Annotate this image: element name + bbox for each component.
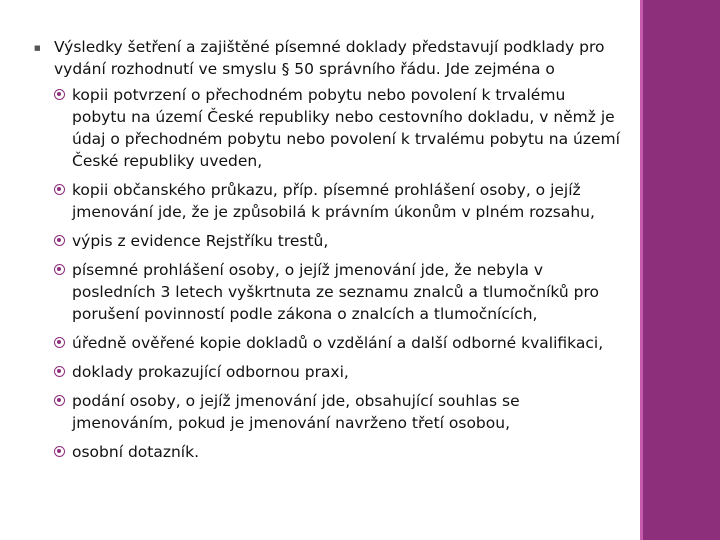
- sidebar-edge: [640, 0, 643, 540]
- circle-dot-icon: [54, 446, 65, 457]
- list-item: [54, 179, 624, 223]
- list-item: [54, 441, 624, 463]
- list-item-text: výpis z evidence Rejstříku trestů,: [72, 232, 329, 250]
- circle-dot-icon: [54, 184, 65, 195]
- list-item: [54, 259, 624, 325]
- bullet-list: [54, 84, 624, 470]
- circle-dot-icon: [54, 337, 65, 348]
- circle-dot-icon: [54, 89, 65, 100]
- list-item-text: kopii potvrzení o přechodném pobytu nebo povolení k trvalému pobytu na území České republiky nebo cestovního dokladu, v němž je údaj o přechodném pobytu nebo povolení k trvalému pobytu na území České republiky uveden,: [72, 86, 620, 170]
- list-item: [54, 332, 624, 354]
- list-item-text: doklady prokazující odbornou praxi,: [72, 363, 349, 381]
- intro-paragraph: Výsledky šetření a zajištěné písemné doklady představují podklady pro vydání rozhodnutí ve smyslu § 50 správního řádu. Jde zejména o: [54, 38, 605, 78]
- list-item: [54, 390, 624, 434]
- list-item: [54, 230, 624, 252]
- small-square-icon: ■: [34, 44, 41, 52]
- decorative-sidebar: [640, 0, 720, 540]
- circle-dot-icon: [54, 395, 65, 406]
- list-item: [54, 84, 624, 172]
- list-item-text: kopii občanského průkazu, příp. písemné prohlášení osoby, o jejíž jmenování jde, že je způsobilá k právním úkonům v plném rozsahu,: [72, 181, 595, 221]
- list-item-text: úředně ověřené kopie dokladů o vzdělání a další odborné kvalifikaci,: [72, 334, 604, 352]
- list-item-text: písemné prohlášení osoby, o jejíž jmenování jde, že nebyla v posledních 3 letech vyškrtnuta ze seznamu znalců a tlumočníků pro porušení povinností podle zákona o znalcích a tlumočnících,: [72, 261, 600, 323]
- circle-dot-icon: [54, 235, 65, 246]
- list-item-text: podání osoby, o jejíž jmenování jde, obsahující souhlas se jmenováním, pokud je jmenování navrženo třetí osobou,: [72, 392, 520, 432]
- circle-dot-icon: [54, 264, 65, 275]
- list-item-text: osobní dotazník.: [72, 443, 200, 461]
- list-item: [54, 361, 624, 383]
- circle-dot-icon: [54, 366, 65, 377]
